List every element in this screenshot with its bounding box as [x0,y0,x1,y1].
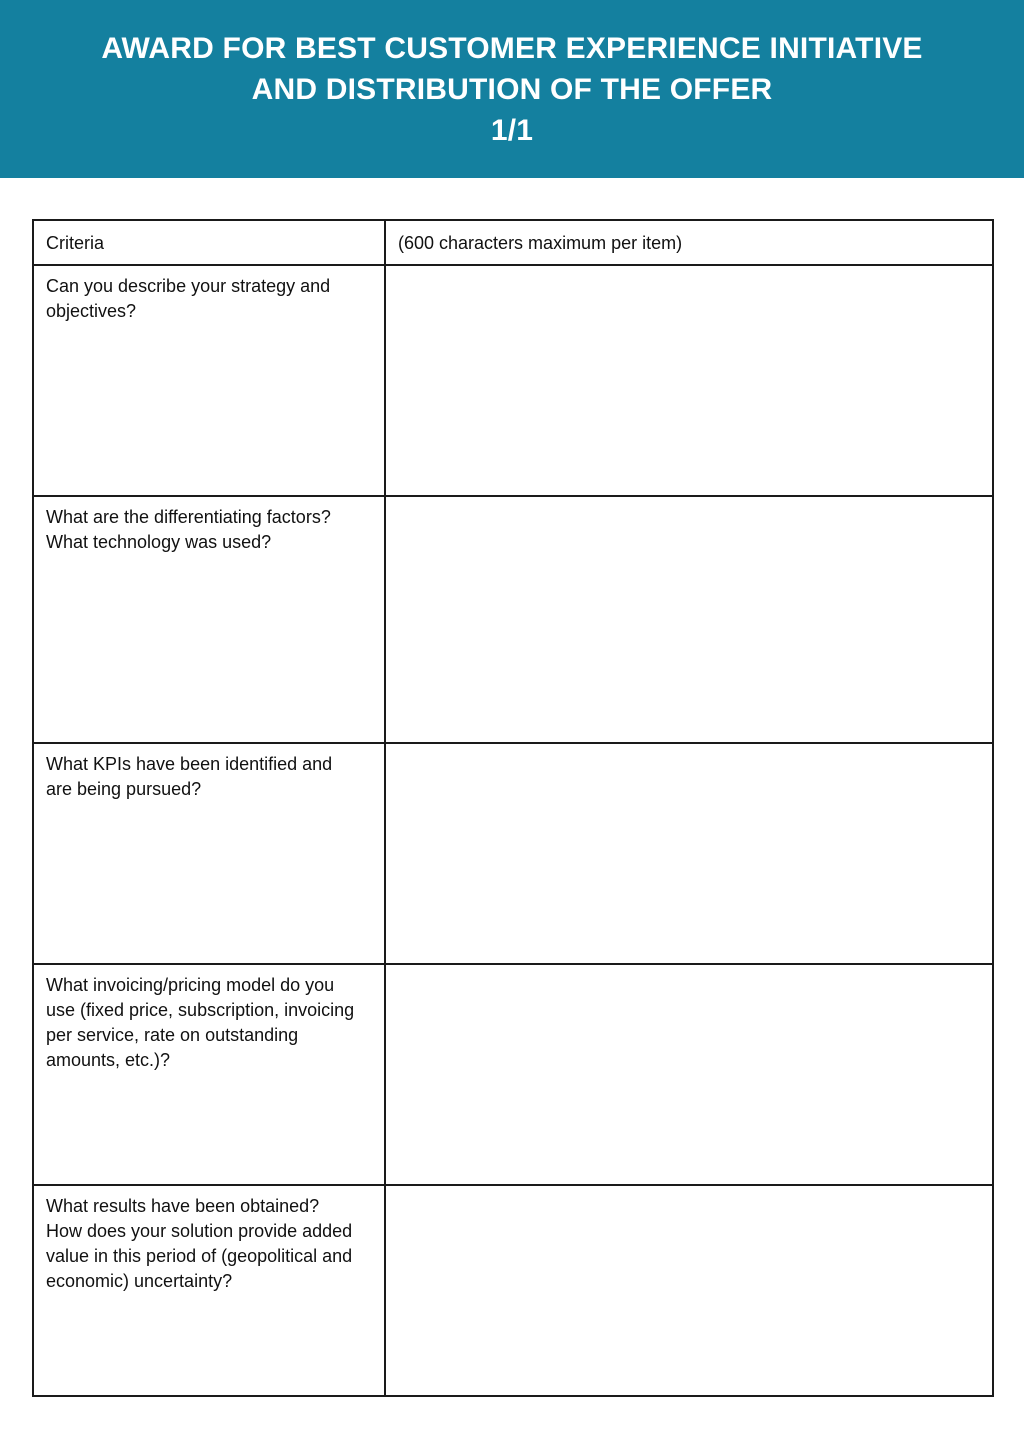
criteria-question-cell [33,743,385,964]
criteria-question-text: Can you describe your strategy and objectives? [46,276,331,321]
criteria-form-table [32,219,994,1397]
table-row [33,1185,993,1396]
answer-field[interactable] [385,265,993,496]
answer-column-header: (600 characters maximum per item) [385,220,993,265]
criteria-question-cell [33,1185,385,1396]
title-banner [0,0,1024,178]
criteria-question-text: What results have been obtained? How does your solution provide added value in this period of (geopolitical and economic) uncertainty? [46,1196,353,1291]
criteria-question-cell [33,496,385,743]
answer-field[interactable] [385,743,993,964]
criteria-question-text: What are the differentiating factors? What technology was used? [46,507,331,552]
answer-field[interactable] [385,964,993,1185]
criteria-column-header: Criteria [33,220,385,265]
table-row [33,743,993,964]
page-title-line-2: AND DISTRIBUTION OF THE OFFER [251,72,773,106]
criteria-question-text: What invoicing/pricing model do you use (fixed price, subscription, invoicing per service, rate on outstanding amounts, etc.)? [46,975,355,1070]
criteria-question-cell [33,265,385,496]
criteria-question-cell [33,964,385,1185]
table-header-row [33,220,993,265]
answer-field[interactable] [385,496,993,743]
table-row [33,265,993,496]
page-indicator: 1/1 [490,113,534,147]
answer-field[interactable] [385,1185,993,1396]
table-row [33,964,993,1185]
criteria-question-text: What KPIs have been identified and are being pursued? [46,754,333,799]
page-title-line-1: AWARD FOR BEST CUSTOMER EXPERIENCE INITIATIVE [101,31,923,65]
table-row [33,496,993,743]
